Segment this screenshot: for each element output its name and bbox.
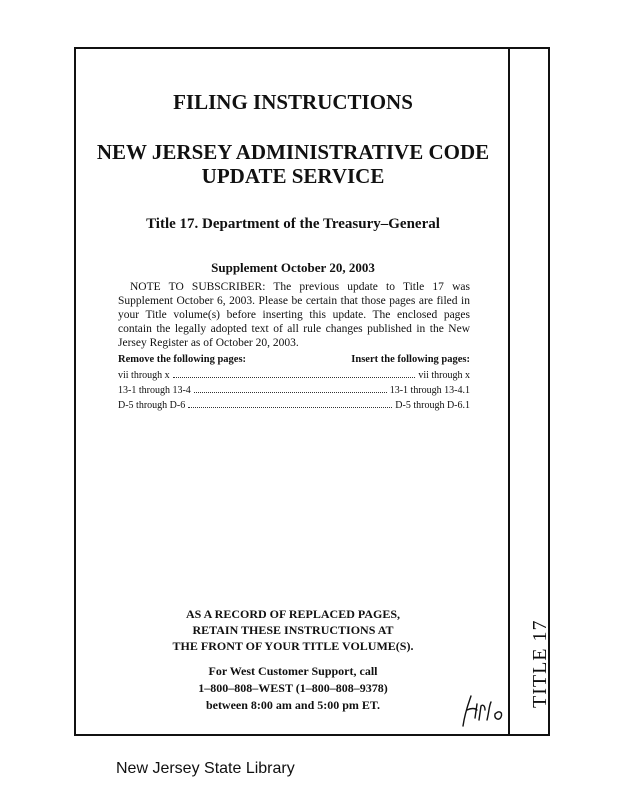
remove-header: Remove the following pages: xyxy=(118,354,247,365)
dot-leader xyxy=(188,398,392,408)
remove-pages: D-5 through D-6 xyxy=(118,400,186,411)
table-row xyxy=(118,383,470,398)
tab-divider xyxy=(508,47,510,736)
record-instructions xyxy=(80,606,506,654)
record-line: THE FRONT OF YOUR TITLE VOLUME(S). xyxy=(172,639,414,653)
remove-pages: vii through x xyxy=(118,370,170,381)
footer-library: New Jersey State Library xyxy=(116,760,295,777)
supplement-date: Supplement October 20, 2003 xyxy=(211,260,375,275)
tab-label: TITLE 17 xyxy=(529,619,551,708)
support-line: For West Customer Support, call xyxy=(208,664,378,678)
record-line: RETAIN THESE INSTRUCTIONS AT xyxy=(192,623,394,637)
dot-leader xyxy=(173,368,416,378)
page-replacement-table xyxy=(118,354,470,413)
table-row xyxy=(118,368,470,383)
support-line: 1–800–808–WEST (1–800–808–9378) xyxy=(198,681,388,695)
customer-support xyxy=(80,663,506,714)
dot-leader xyxy=(194,383,387,393)
insert-header: Insert the following pages: xyxy=(351,354,470,365)
table-header xyxy=(118,354,470,365)
heading-line-1: NEW JERSEY ADMINISTRATIVE CODE xyxy=(96,140,490,164)
heading-line-2: UPDATE SERVICE xyxy=(201,164,385,188)
subscriber-note: NOTE TO SUBSCRIBER: The previous update to Title 17 was Supplement October 6, 2003. Please be certain that those pages are filed in your Title volume(s) before inserting this update. The enclosed pages contain the legally adopted text of all rule changes published in the New Jersey Register as of October 20, 2003. xyxy=(118,281,470,349)
title-number: Title 17. Department of the Treasury–General xyxy=(146,216,440,232)
insert-pages: vii through x xyxy=(418,370,470,381)
support-line: between 8:00 am and 5:00 pm ET. xyxy=(205,698,381,712)
record-line: AS A RECORD OF REPLACED PAGES, xyxy=(185,607,401,621)
handwritten-initials xyxy=(455,690,515,730)
document-heading xyxy=(80,140,506,188)
remove-pages: 13-1 through 13-4 xyxy=(118,385,191,396)
insert-pages: D-5 through D-6.1 xyxy=(395,400,470,411)
insert-pages: 13-1 through 13-4.1 xyxy=(389,385,470,396)
document-title: FILING INSTRUCTIONS xyxy=(173,90,413,114)
table-row xyxy=(118,398,470,413)
